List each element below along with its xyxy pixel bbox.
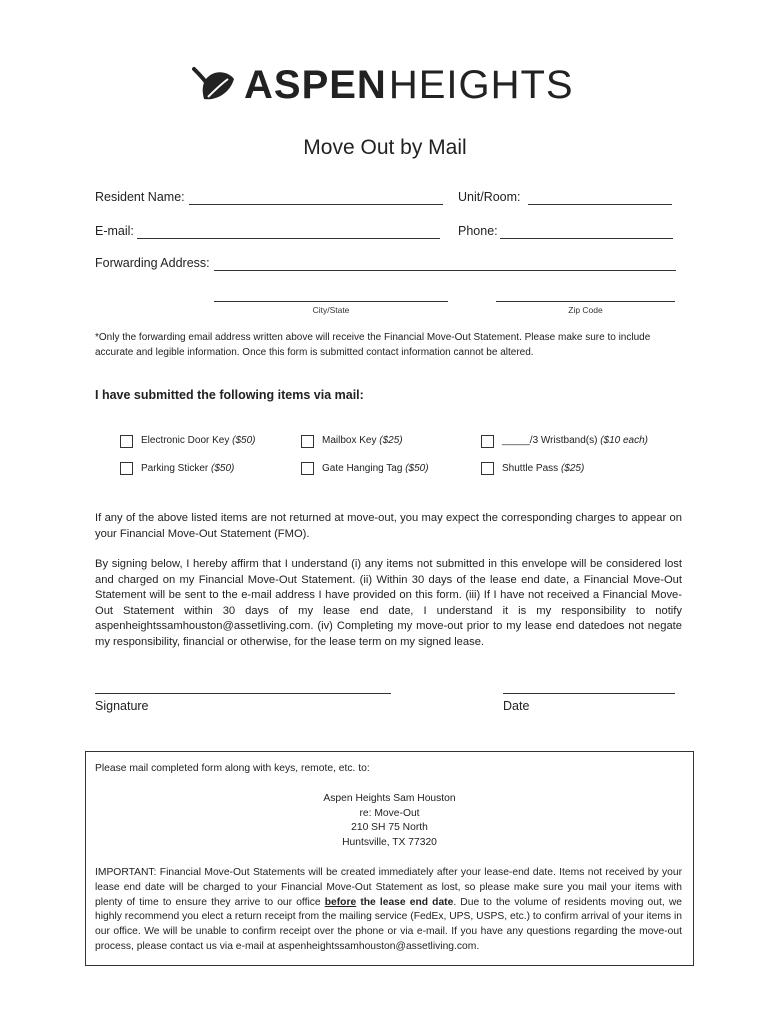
item-label: Gate Hanging Tag	[322, 463, 403, 474]
address-line: 210 SH 75 North	[351, 822, 428, 833]
address-line: Aspen Heights Sam Houston	[323, 793, 456, 804]
item-price: ($50)	[232, 435, 256, 446]
item-price: ($50)	[405, 463, 429, 474]
signature-label: Signature	[95, 699, 149, 713]
checkbox-gate-hanging-tag[interactable]	[301, 462, 314, 475]
affirmation-paragraph: By signing below, I hereby affirm that I understand (i) any items not submitted in this envelope will be considered lost and charged on my Financial Move-Out Statement. (ii) Within 30 days of the lease end date, a Financial Move-Out Statement will be sent to the e-mail address I have provided on this form. (iii) If I have not received a Financial Move-Out Statement within 30 days of my lease end date, I understand it is my responsibility to notify aspenheightssamhouston@assetliving.com. (iv) Completing my move-out prior to my lease end datedoes not negate my responsibility, financial or otherwise, for the lease term on my signed lease.	[95, 558, 682, 648]
item-price: ($50)	[211, 463, 235, 474]
charges-paragraph: If any of the above listed items are not returned at move-out, you may expect the corresponding charges to appear on your Financial Move-Out Statement (FMO).	[95, 512, 682, 540]
leaf-icon	[190, 65, 236, 105]
forwarding-address-field[interactable]	[214, 270, 676, 271]
checkbox-wristbands[interactable]	[481, 435, 494, 448]
unit-room-field[interactable]	[528, 204, 672, 205]
important-before: before	[324, 896, 357, 908]
checkbox-mailbox-key[interactable]	[301, 435, 314, 448]
item-wristbands	[502, 435, 648, 446]
important-text-end: . Due to the volume of residents moving out, we highly recommend you elect a return receipt from the mailing service (FedEx, UPS, USPS, etc.) to confirm arrival of your items in our office. We will be unable to confirm receipt over the phone or via e-mail. If you have any questions regarding the move-out process, please contact us via e-mail at aspenheightssamhouston@assetliving.com.	[95, 896, 682, 952]
brand-name-bold: ASPEN	[244, 62, 387, 107]
item-label: Electronic Door Key	[141, 435, 230, 446]
item-price: ($10 each)	[600, 435, 649, 446]
zip-code-caption: Zip Code	[568, 305, 603, 315]
item-label: _____/3 Wristband(s)	[502, 435, 598, 446]
item-label: Shuttle Pass	[502, 463, 559, 474]
item-price: ($25)	[379, 435, 403, 446]
forwarding-address-label: Forwarding Address:	[95, 256, 210, 270]
item-electronic-door-key	[141, 435, 256, 446]
brand-logo	[190, 62, 574, 108]
important-notice	[95, 866, 682, 955]
resident-name-field[interactable]	[189, 204, 443, 205]
phone-field[interactable]	[500, 238, 673, 239]
mailing-instructions-box	[85, 751, 694, 966]
date-label: Date	[503, 699, 530, 713]
brand-name-light: HEIGHTS	[388, 62, 574, 107]
items-heading: I have submitted the following items via mail:	[95, 388, 364, 402]
phone-label: Phone:	[458, 224, 498, 238]
checkbox-parking-sticker[interactable]	[120, 462, 133, 475]
address-line: re: Move-Out	[359, 807, 420, 819]
checkbox-shuttle-pass[interactable]	[481, 462, 494, 475]
item-shuttle-pass	[502, 463, 584, 474]
item-price: ($25)	[560, 463, 585, 474]
item-mailbox-key	[322, 435, 403, 446]
resident-name-label: Resident Name:	[95, 190, 185, 204]
important-text: IMPORTANT: Financial Move-Out Statements will be created immediately after your lease-end date. Items not received by your lease end date will be charged to your Financial Move-Out Statement as lost, so please make sure you mail your items with plenty of time to ensure they arrive to our office	[95, 867, 682, 908]
city-state-caption: City/State	[312, 305, 350, 315]
item-parking-sticker	[141, 463, 234, 474]
page-title: Move Out by Mail	[303, 136, 467, 159]
checkbox-electronic-door-key[interactable]	[120, 435, 133, 448]
unit-room-label: Unit/Room:	[458, 190, 521, 204]
date-field[interactable]	[503, 693, 675, 694]
item-label: Parking Sticker	[141, 463, 209, 474]
email-label: E-mail:	[95, 224, 134, 238]
item-gate-hanging-tag	[322, 463, 429, 474]
important-bold: the lease end date	[356, 896, 454, 908]
city-state-field[interactable]	[214, 301, 448, 302]
mailing-address	[86, 792, 693, 850]
address-line: Huntsville, TX 77320	[342, 836, 437, 848]
email-field[interactable]	[137, 238, 440, 239]
signature-field[interactable]	[95, 693, 391, 694]
zip-code-field[interactable]	[496, 301, 675, 302]
mail-intro: Please mail completed form along with keys, remote, etc. to:	[95, 763, 370, 774]
item-label: Mailbox Key	[322, 435, 377, 446]
contact-note: *Only the forwarding email address written above will receive the Financial Move-Out Statement. Please make sure to include accurate and legible information. Once this form is submitted contact information cannot be altered.	[95, 332, 651, 358]
